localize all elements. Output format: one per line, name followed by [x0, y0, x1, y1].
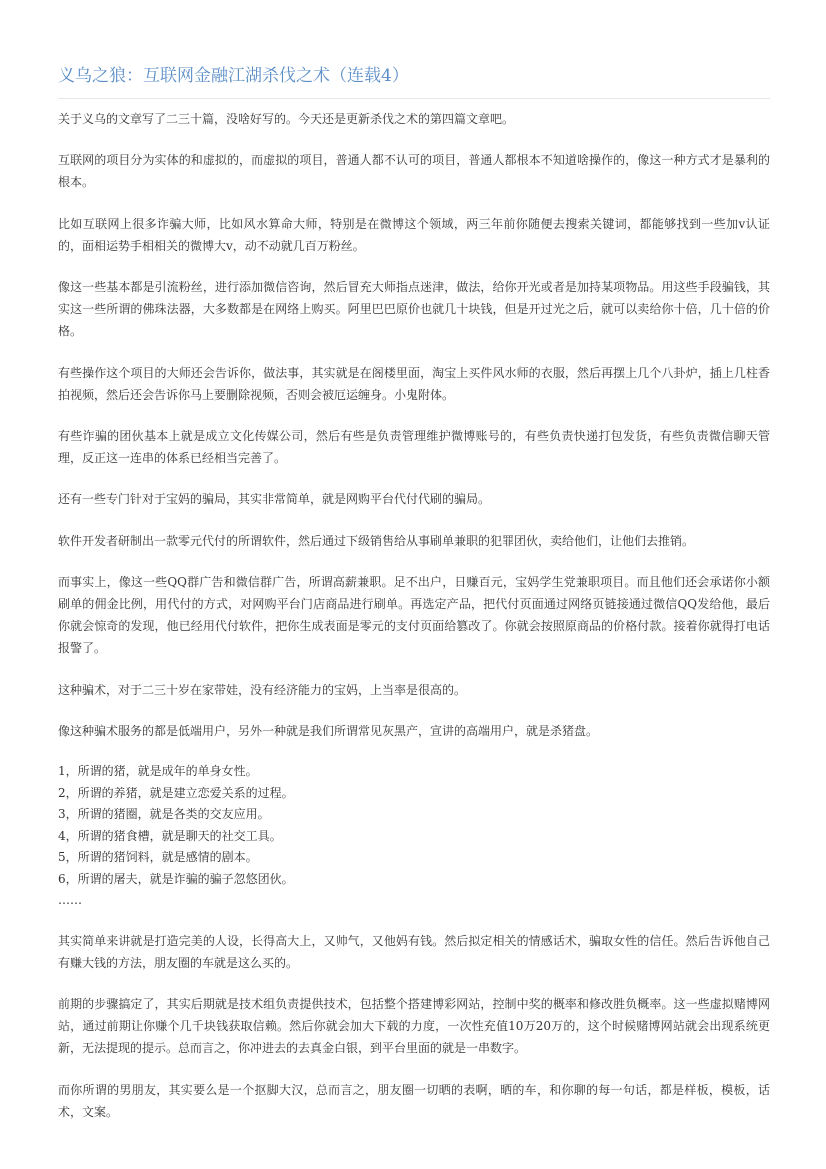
- paragraph: 比如互联网上很多诈骗大师，比如风水算命大师，特别是在微博这个领域，两三年前你随便去搜索关键词，都能够找到一些加v认证的，面相运势手相相关的微博大v，动不动就几百万粉丝。: [58, 216, 770, 253]
- paragraph: 前期的步骤搞定了，其实后期就是技术组负责提供技术，包括整个搭建博彩网站，控制中奖的概率和修改胜负概率。这一些虚拟赌博网站，通过前期让你赚个几千块钱获取信赖。然后你就会加大下载的力度，一次性充值10万20万的，这个时候赌博网站就会出现系统更新，无法提现的提示。总而言之，你冲进去的去真金白银，到平台里面的就是一串数字。: [58, 996, 770, 1056]
- paragraph: 互联网的项目分为实体的和虚拟的，而虚拟的项目，普通人都不认可的项目，普通人都根本不知道啥操作的，像这一种方式才是暴利的根本。: [58, 153, 770, 190]
- list-item: 6，所谓的屠夫，就是诈骗的骗子忽悠团伙。: [58, 871, 294, 886]
- paragraph: 而你所谓的男朋友，其实要么是一个抠脚大汉，总而言之，朋友圈一切晒的表啊，晒的车，和你聊的每一句话，都是样板，模板，话术，文案。: [58, 1082, 770, 1119]
- pig-butchering-list: [58, 761, 770, 912]
- paragraph: 还有一些专门针对于宝妈的骗局，其实非常简单，就是网购平台代付代刷的骗局。: [58, 492, 491, 507]
- paragraph: 而事实上，像这一些QQ群广告和微信群广告，所谓高薪兼职。足不出户，日赚百元，宝妈学生党兼职项目。而且他们还会承诺你小额刷单的佣金比例，用代付的方式，对网购平台门店商品进行刷单。再选定产品，把代付页面通过网络页链接通过微信QQ发给他，最后你就会惊奇的发现，他已经用代付软件，把你生成表面是零元的支付页面给篡改了。你就会按照原商品的价格付款。接着你就得打电话报警了。: [58, 574, 770, 656]
- paragraph: 其实简单来讲就是打造完美的人设，长得高大上，又帅气，又他妈有钱。然后拟定相关的情感话术，骗取女性的信任。然后告诉他自己有赚大钱的方法，朋友圈的车就是这么买的。: [58, 933, 770, 970]
- paragraph: 软件开发者研制出一款零元代付的所谓软件，然后通过下级销售给从事刷单兼职的犯罪团伙，卖给他们，让他们去推销。: [58, 533, 695, 548]
- title-divider: [58, 98, 770, 99]
- article-title: 义乌之狼：互联网金融江湖杀伐之术（连载4）: [58, 66, 409, 86]
- list-item: 3，所谓的猪圈，就是各类的交友应用。: [58, 807, 270, 822]
- list-ellipsis: ……: [58, 893, 82, 908]
- paragraph: 有些诈骗的团伙基本上就是成立文化传媒公司，然后有些是负责管理维护微博账号的，有些负责快递打包发货，有些负责微信聊天管理，反正这一连串的体系已经相当完善了。: [58, 429, 770, 466]
- paragraph: 这种骗术，对于二三十岁在家带娃，没有经济能力的宝妈，上当率是很高的。: [58, 682, 467, 697]
- list-item: 2，所谓的养猪，就是建立恋爱关系的过程。: [58, 785, 294, 800]
- list-item: 5，所谓的猪饲料，就是感情的剧本。: [58, 850, 258, 865]
- paragraph: 像这一些基本都是引流粉丝，进行添加微信咨询，然后冒充大师指点迷津，做法，给你开光或者是加持某项物品。用这些手段骗钱，其实这一些所谓的佛珠法器，大多数都是在网络上购买。阿里巴巴原价也就几十块钱，但是开过光之后，就可以卖给你十倍，几十倍的价格。: [58, 280, 770, 339]
- list-item: 4，所谓的猪食槽，就是聊天的社交工具。: [58, 828, 282, 843]
- article: [58, 0, 770, 1142]
- paragraph: 关于义乌的文章写了二三十篇，没啥好写的。今天还是更新杀伐之术的第四篇文章吧。: [58, 112, 515, 126]
- paragraph: 有些操作这个项目的大师还会告诉你，做法事，其实就是在阁楼里面，淘宝上买件风水师的衣服，然后再摆上几个八卦炉，插上几柱香拍视频，然后还会告诉你马上要删除视频，否则会被厄运缠身。小鬼附体。: [58, 365, 770, 402]
- paragraph: 像这种骗术服务的都是低端用户，另外一种就是我们所谓常见灰黑产，宣讲的高端用户，就是杀猪盘。: [58, 723, 599, 738]
- list-item: 1，所谓的猪，就是成年的单身女性。: [58, 764, 258, 779]
